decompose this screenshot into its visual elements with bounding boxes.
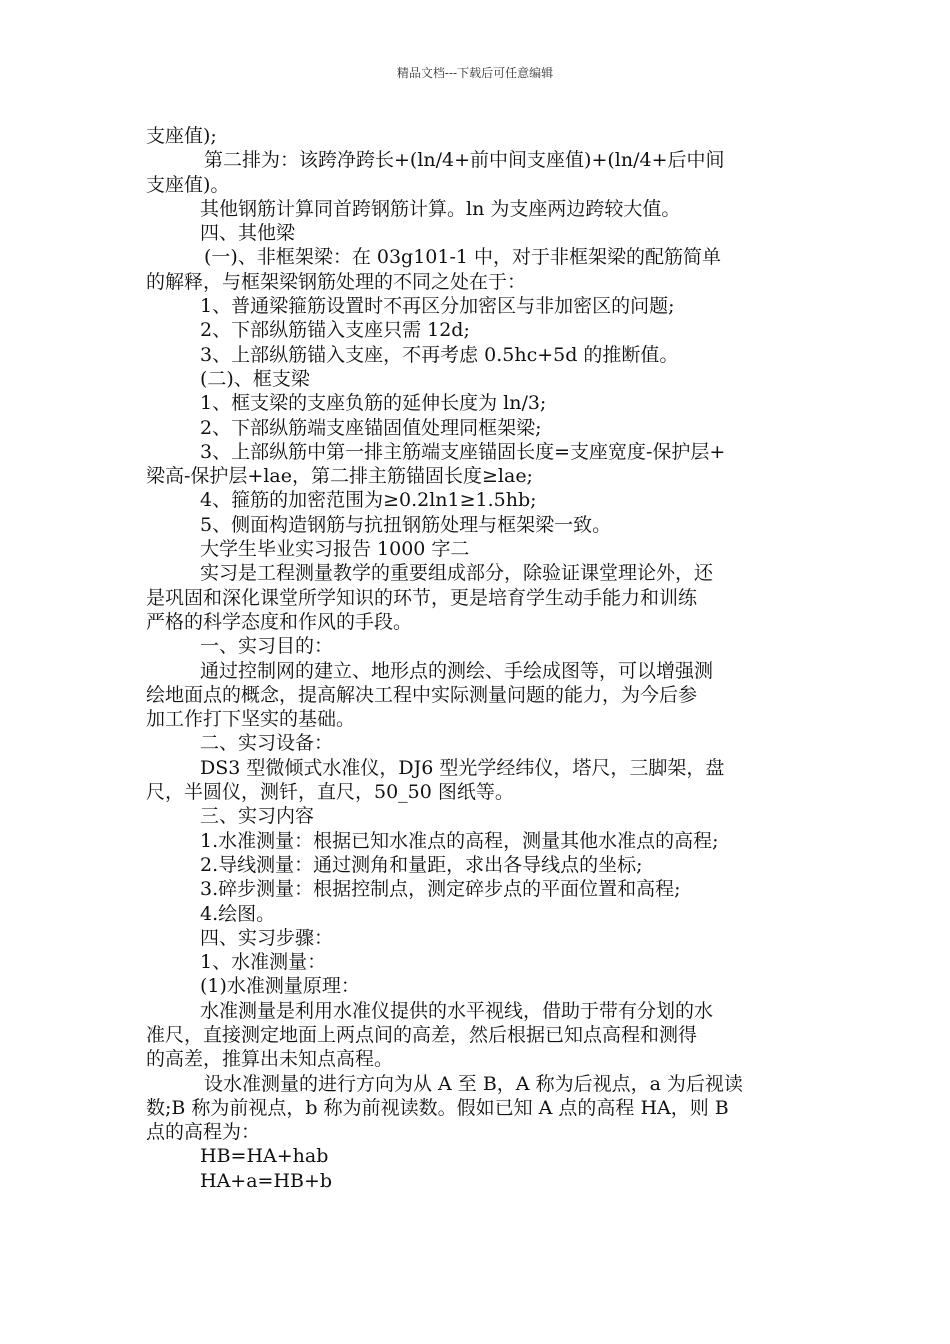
text-line: 准尺，直接测定地面上两点间的高差，然后根据已知点高程和测得 [146,1023,698,1046]
text-line: 第二排为：该跨净跨长+(ln/4+前中间支座值)+(ln/4+后中间 [204,149,725,172]
text-line: 四、实习步骤： [200,926,334,949]
page-header: 精品文档---下载后可任意编辑 [396,66,554,80]
text-line: 2、下部纵筋端支座锚固值处理同框架梁; [200,416,542,439]
text-line: HB=HA+hab [200,1145,329,1168]
text-line: 数;B 称为前视点，b 称为前视读数。假如已知 A 点的高程 HA，则 B [146,1096,729,1119]
text-line: HA+a=HB+b [200,1169,333,1192]
document-body [146,124,810,1193]
text-line: 1.水准测量：根据已知水准点的高程，测量其他水准点的高程; [200,829,719,852]
text-line: 尺，半圆仪，测钎，直尺，50_50 图纸等。 [146,781,514,804]
text-line: 设水准测量的进行方向为从 A 至 B，A 称为后视点，a 为后视读 [204,1072,743,1095]
text-line: 实习是工程测量教学的重要组成部分，除验证课堂理论外，还 [200,562,714,585]
text-line: 的高差，推算出未知点高程。 [146,1048,394,1071]
text-line: 严格的科学态度和作风的手段。 [146,610,413,633]
text-line: 的解释，与框架梁钢筋处理的不同之处在于： [146,270,527,293]
text-line: 3、上部纵筋锚入支座，不再考虑 0.5hc+5d 的推断值。 [200,343,679,366]
text-line: 1、框支梁的支座负筋的延伸长度为 ln/3; [200,392,547,415]
text-line: 一、实习目的： [200,635,334,658]
text-line: 1、普通梁箍筋设置时不再区分加密区与非加密区的问题; [200,295,675,318]
text-line: 3.碎步测量：根据控制点，测定碎步点的平面位置和高程; [200,878,681,901]
text-line: 梁高-保护层+lae，第二排主筋锚固长度≥lae; [146,465,533,488]
text-line: 绘地面点的概念，提高解决工程中实际测量问题的能力，为今后参 [146,683,698,706]
text-line: 通过控制网的建立、地形点的测绘、手绘成图等，可以增强测 [200,659,714,682]
text-line: (1)水准测量原理： [200,975,360,998]
text-line: 加工作打下坚实的基础。 [146,708,356,731]
text-line: 支座值); [146,125,217,147]
text-line: (二)、框支梁 [200,367,310,390]
text-line: 其他钢筋计算同首跨钢筋计算。ln 为支座两边跨较大值。 [200,197,681,220]
text-line: 5、侧面构造钢筋与抗扭钢筋处理与框架梁一致。 [200,513,612,536]
text-line: 4.绘图。 [200,902,276,925]
text-line: 1、水准测量： [200,951,327,974]
text-line: 2.导线测量：通过测角和量距，求出各导线点的坐标; [200,853,643,876]
text-line: 三、实习内容 [200,805,315,828]
text-line: 4、箍筋的加密范围为≥0.2ln1≥1.5hb; [200,489,537,512]
text-line: 点的高程为： [146,1121,261,1144]
text-line: (一)、非框架梁：在 03g101-1 中，对于非框架梁的配筋简单 [204,246,722,269]
text-line: 2、下部纵筋锚入支座只需 12d; [200,319,470,342]
text-line: 大学生毕业实习报告 1000 字二 [200,538,470,561]
text-line: DS3 型微倾式水准仪，DJ6 型光学经纬仪，塔尺，三脚架，盘 [200,756,725,779]
text-line: 支座值)。 [146,173,230,196]
text-line: 是巩固和深化课堂所学知识的环节，更是培育学生动手能力和训练 [146,586,698,609]
text-line: 四、其他梁 [200,222,296,245]
text-line: 二、实习设备： [200,732,334,755]
text-line: 3、上部纵筋中第一排主筋端支座锚固长度=支座宽度-保护层+ [200,440,726,463]
text-line: 水准测量是利用水准仪提供的水平视线，借助于带有分划的水 [200,999,714,1022]
